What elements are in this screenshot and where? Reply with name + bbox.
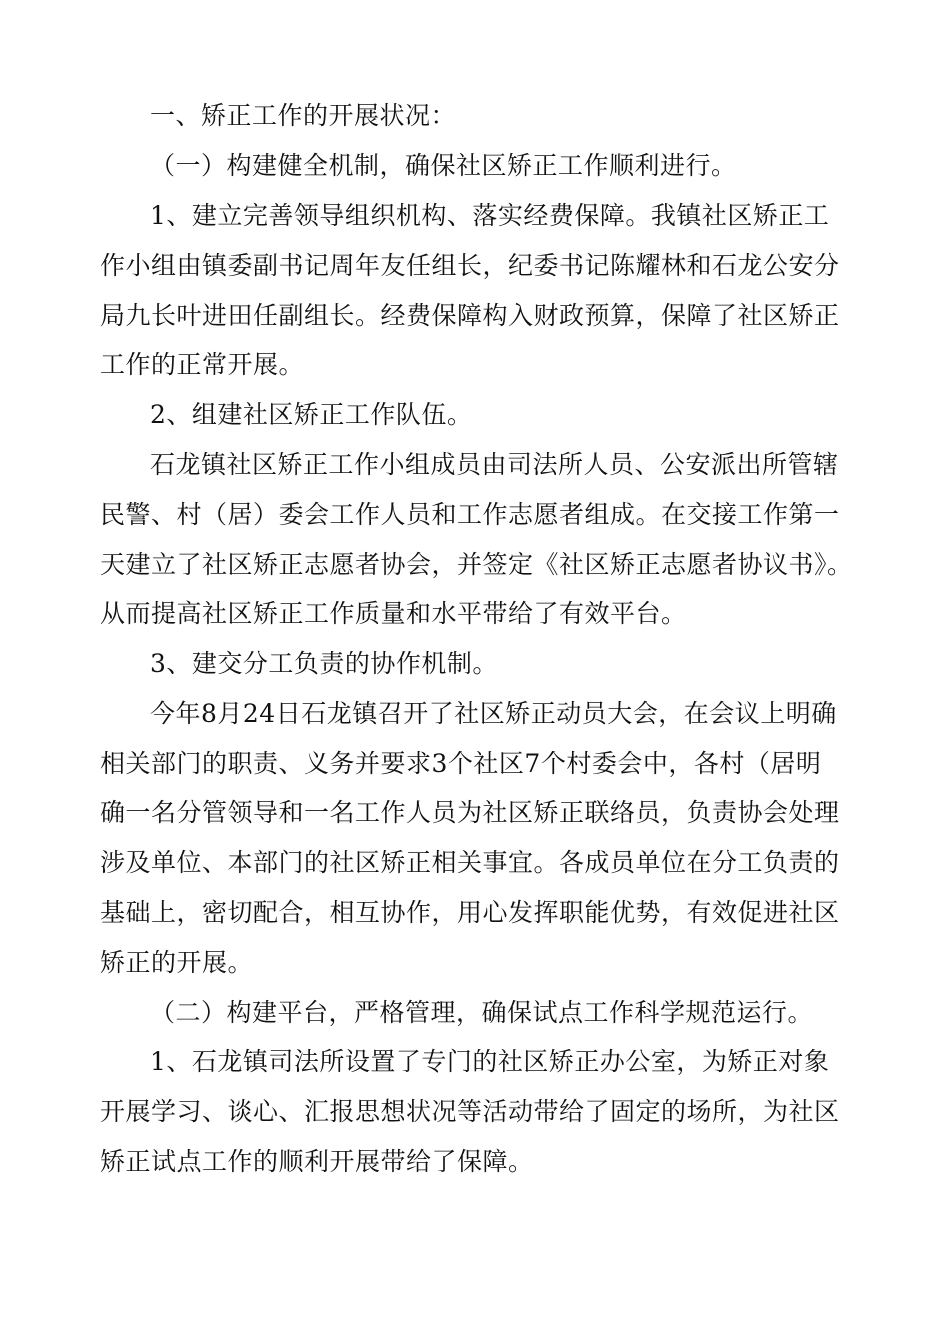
paragraph-line: 涉及单位、本部门的社区矫正相关事宜。各成员单位在分工负责的 (100, 848, 840, 877)
paragraph-line: 天建立了社区矫正志愿者协会，并签定《社区矫正志愿者协议书》。 (100, 550, 853, 579)
paragraph-line: 今年8月24日石龙镇召开了社区矫正动员大会，在会议上明确 (150, 699, 837, 728)
paragraph-line: 民警、村（居）委会工作人员和工作志愿者组成。在交接工作第一 (100, 500, 840, 529)
paragraph-line: 相关部门的职责、义务并要求3个社区7个村委会中，各村（居明 (100, 749, 822, 778)
subitem-heading: 2、组建社区矫正工作队伍。 (150, 400, 473, 429)
subsection-heading: （二）构建平台，严格管理，确保试点工作科学规范运行。 (150, 998, 814, 1027)
paragraph-line: 从而提高社区矫正工作质量和水平带给了有效平台。 (100, 599, 687, 628)
paragraph-line: 矫正的开展。 (100, 948, 254, 977)
subitem-heading: 3、建交分工负责的协作机制。 (150, 649, 498, 678)
paragraph-line: 石龙镇社区矫正工作小组成员由司法所人员、公安派出所管辖 (150, 450, 839, 479)
paragraph-line: 作小组由镇委副书记周年友任组长，纪委书记陈耀林和石龙公安分 (100, 251, 840, 280)
paragraph-line: 1、建立完善领导组织机构、落实经费保障。我镇社区矫正工 (150, 201, 830, 230)
paragraph-line: 基础上，密切配合，相互协作，用心发挥职能优势，有效促进社区 (100, 898, 840, 927)
paragraph-line: 确一名分管领导和一名工作人员为社区矫正联络员，负责协会处理 (100, 798, 840, 827)
paragraph-line: 开展学习、谈心、汇报思想状况等活动带给了固定的场所，为社区 (100, 1097, 840, 1126)
subsection-heading: （一）构建健全机制，确保社区矫正工作顺利进行。 (150, 151, 737, 180)
section-heading: 一、矫正工作的开展状况： (150, 101, 457, 130)
paragraph-line: 1、石龙镇司法所设置了专门的社区矫正办公室，为矫正对象 (150, 1047, 830, 1076)
paragraph-line: 局九长叶进田任副组长。经费保障构入财政预算，保障了社区矫正 (100, 301, 840, 330)
paragraph-line: 矫正试点工作的顺利开展带给了保障。 (100, 1147, 534, 1176)
paragraph-line: 工作的正常开展。 (100, 350, 305, 379)
